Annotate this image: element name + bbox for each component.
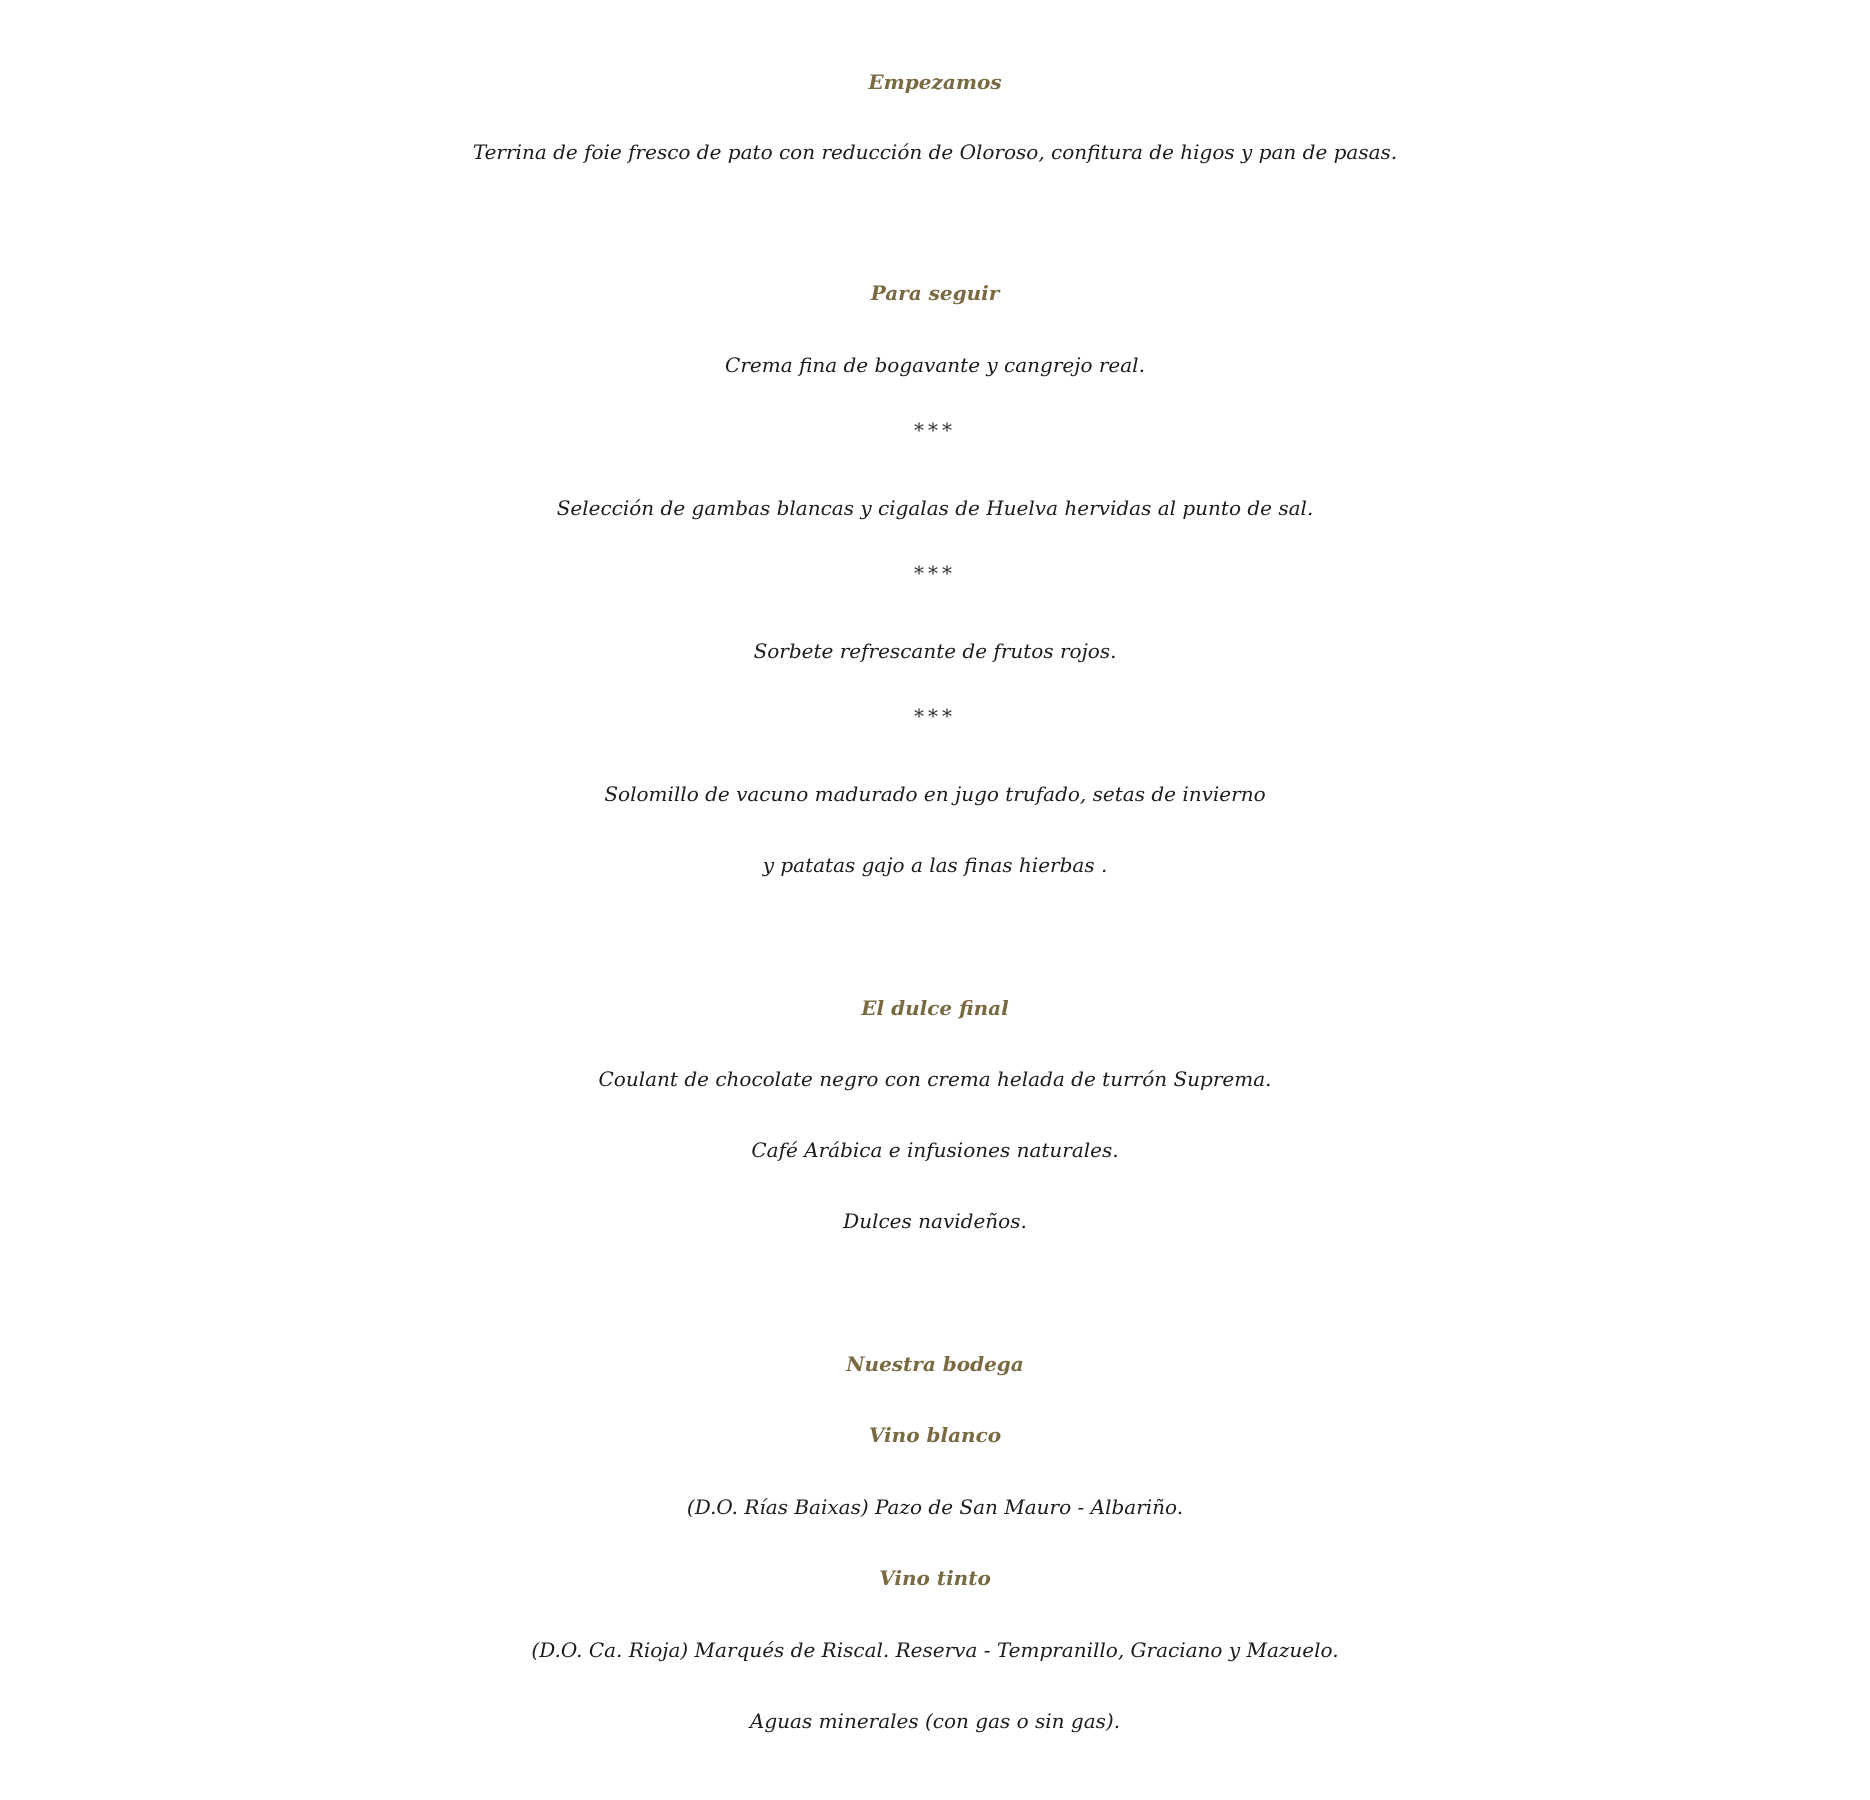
- separator: ***: [914, 561, 956, 585]
- dish-solomillo-line-2: y patatas gajo a las finas hierbas .: [762, 853, 1108, 877]
- section-title-bodega: Nuestra bodega: [846, 1352, 1024, 1376]
- dish-crema-bogavante: Crema fina de bogavante y cangrejo real.: [725, 353, 1145, 377]
- dish-coulant: Coulant de chocolate negro con crema helada de turrón Suprema.: [598, 1067, 1272, 1091]
- section-title-para-seguir: Para seguir: [870, 281, 1000, 305]
- wine-red-title: Vino tinto: [879, 1566, 991, 1590]
- dish-dulces: Dulces navideños.: [843, 1209, 1027, 1233]
- water-item: Aguas minerales (con gas o sin gas).: [749, 1709, 1121, 1733]
- separator: ***: [914, 704, 956, 728]
- dish-gambas: Selección de gambas blancas y cigalas de Huelva hervidas al punto de sal.: [556, 496, 1314, 520]
- section-title-empezamos: Empezamos: [868, 70, 1002, 94]
- dish-solomillo-line-1: Solomillo de vacuno madurado en jugo trufado, setas de invierno: [604, 782, 1266, 806]
- dish-foie: Terrina de foie fresco de pato con reducción de Oloroso, confitura de higos y pan de pasas.: [472, 140, 1398, 164]
- dish-sorbete: Sorbete refrescante de frutos rojos.: [753, 639, 1117, 663]
- dish-cafe: Café Arábica e infusiones naturales.: [751, 1138, 1119, 1162]
- wine-white-title: Vino blanco: [868, 1423, 1002, 1447]
- separator: ***: [914, 418, 956, 442]
- wine-red-item: (D.O. Ca. Rioja) Marqués de Riscal. Reserva - Tempranillo, Graciano y Mazuelo.: [531, 1638, 1339, 1662]
- wine-white-item: (D.O. Rías Baixas) Pazo de San Mauro - Albariño.: [686, 1495, 1184, 1519]
- section-title-dulce-final: El dulce final: [861, 996, 1009, 1020]
